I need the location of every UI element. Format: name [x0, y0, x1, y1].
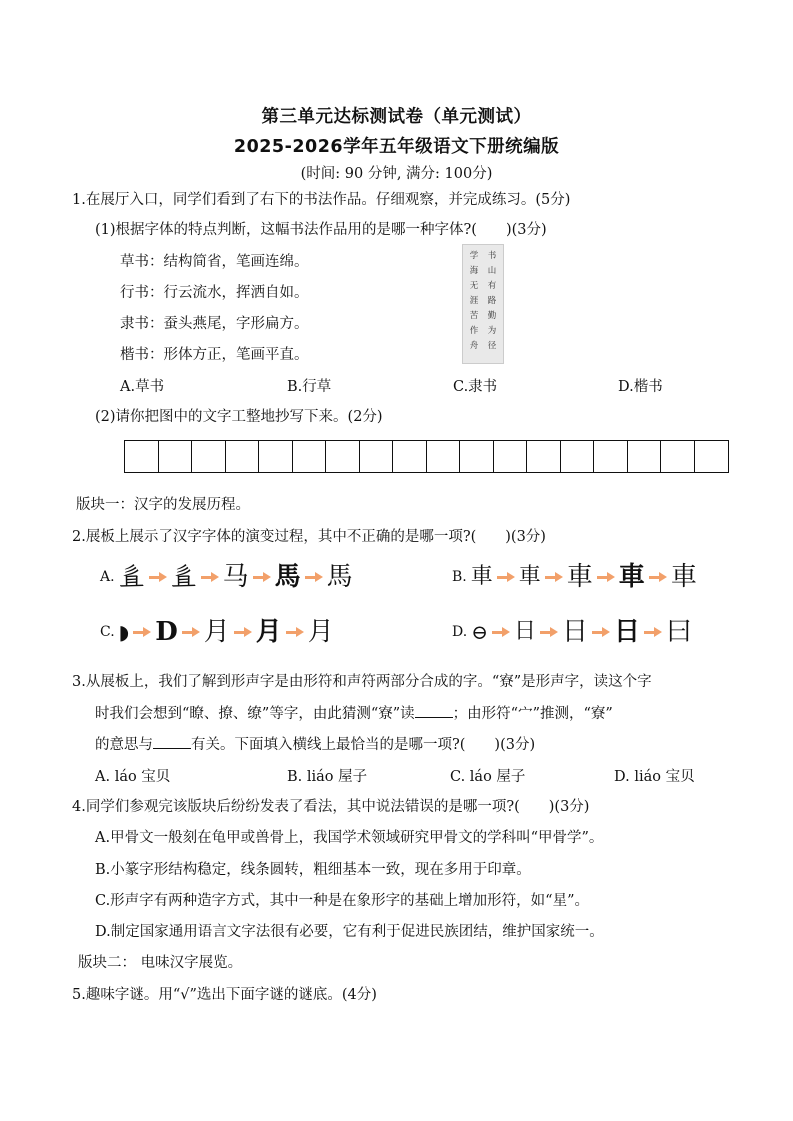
- q1-option-d[interactable]: D.楷书: [618, 379, 663, 395]
- arrow-icon: [133, 627, 151, 637]
- grid-cell[interactable]: [460, 441, 494, 472]
- glyph: 马: [222, 562, 249, 592]
- arrow-icon: [649, 572, 667, 582]
- grid-cell[interactable]: [360, 441, 394, 472]
- option-label: B.: [452, 569, 467, 585]
- grid-cell[interactable]: [594, 441, 628, 472]
- grid-cell[interactable]: [393, 441, 427, 472]
- style-line-1: 草书：结构简省，笔画连绵。: [120, 254, 309, 270]
- q3-option-c[interactable]: C. láo 屋子: [450, 769, 526, 785]
- answer-blank-1[interactable]: [415, 705, 453, 718]
- grid-cell[interactable]: [159, 441, 193, 472]
- glyph: 車: [618, 562, 645, 592]
- arrow-icon: [253, 572, 271, 582]
- q3-option-a[interactable]: A. láo 宝贝: [95, 769, 171, 785]
- q2-option-c[interactable]: [100, 617, 334, 647]
- glyph: ⊖: [471, 620, 488, 644]
- arrow-icon: [540, 627, 558, 637]
- option-label: C.: [100, 624, 115, 640]
- grid-cell[interactable]: [427, 441, 461, 472]
- calligraphy-image: [462, 244, 504, 364]
- glyph: 日: [561, 617, 588, 647]
- page-subtitle: 2025-2026学年五年级语文下册统编版: [233, 137, 560, 157]
- glyph: 月: [203, 617, 230, 647]
- option-label: D.: [452, 624, 468, 640]
- q1-part1: (1)根据字体的特点判断，这幅书法作品用的是哪一种字体?( )(3分): [95, 222, 547, 238]
- calligraphy-col-left: 学海无涯苦作舟: [469, 251, 479, 351]
- q3-line-2: [95, 702, 613, 723]
- section-1-heading: 版块一：汉字的发展历程。: [76, 497, 250, 513]
- style-line-3: 隶书：蚕头燕尾，字形扁方。: [120, 316, 309, 332]
- q2-option-d[interactable]: [452, 617, 692, 647]
- q2-option-b[interactable]: [452, 562, 697, 592]
- q3-line-1: 3.从展板上，我们了解到形声字是由形符和声符两部分合成的字。“寮”是形声字，读这个字: [72, 674, 652, 690]
- q2-stem: 2.展板上展示了汉字字体的演变过程，其中不正确的是哪一项?( )(3分): [72, 529, 546, 545]
- grid-cell[interactable]: [527, 441, 561, 472]
- q3-option-b[interactable]: B. liáo 屋子: [287, 769, 368, 785]
- arrow-icon: [286, 627, 304, 637]
- arrow-icon: [497, 572, 515, 582]
- glyph: 車: [470, 564, 493, 589]
- q1-part2: (2)请你把图中的文字工整地抄写下来。(2分): [95, 409, 383, 425]
- glyph: 月: [307, 617, 334, 647]
- q1-option-b[interactable]: B.行草: [287, 379, 332, 395]
- q4-stem: 4.同学们参观完该版块后纷纷发表了看法，其中说法错误的是哪一项?( )(3分): [72, 799, 590, 815]
- style-line-2: 行书：行云流水，挥洒自如。: [120, 285, 309, 301]
- arrow-icon: [597, 572, 615, 582]
- grid-cell[interactable]: [293, 441, 327, 472]
- glyph: 車: [518, 564, 541, 589]
- grid-cell[interactable]: [695, 441, 729, 472]
- glyph: 𢒉: [118, 562, 145, 592]
- grid-cell[interactable]: [259, 441, 293, 472]
- option-label: A.: [100, 569, 115, 585]
- style-line-4: 楷书：形体方正，笔画平直。: [120, 347, 309, 363]
- q4-option-b[interactable]: B.小篆字形结构稳定，线条圆转，粗细基本一致，现在多用于印章。: [95, 862, 531, 878]
- glyph: 馬: [326, 562, 353, 592]
- q2-option-a[interactable]: [100, 562, 353, 592]
- page-title: 第三单元达标测试卷（单元测试）: [261, 107, 532, 127]
- q1-stem: 1.在展厅入口，同学们看到了右下的书法作品。仔细观察，并完成练习。(5分): [72, 192, 571, 208]
- grid-cell[interactable]: [326, 441, 360, 472]
- grid-cell[interactable]: [125, 441, 159, 472]
- q3-line-3: [95, 733, 535, 754]
- q4-option-c[interactable]: C.形声字有两种造字方式，其中一种是在象形字的基础上增加形符，如“星”。: [95, 893, 590, 909]
- grid-cell[interactable]: [628, 441, 662, 472]
- q3-text: 有关。下面填入横线上最恰当的是哪一项?( )(3分): [191, 737, 536, 753]
- glyph: ◗: [118, 620, 130, 644]
- glyph: 車: [670, 562, 697, 592]
- glyph: 馬: [274, 562, 301, 592]
- q3-text: 的意思与: [95, 737, 153, 753]
- q4-option-d[interactable]: D.制定国家通用语言文字法很有必要，它有利于促进民族团结，维护国家统一。: [95, 924, 604, 940]
- arrow-icon: [545, 572, 563, 582]
- arrow-icon: [305, 572, 323, 582]
- q1-option-a[interactable]: A.草书: [120, 379, 165, 395]
- glyph: 日: [613, 617, 640, 647]
- section-2-heading: 版块二： 电味汉字展览。: [78, 955, 243, 971]
- glyph: 曰: [666, 617, 693, 647]
- arrow-icon: [182, 627, 200, 637]
- q4-option-a[interactable]: A.甲骨文一般刻在龟甲或兽骨上，我国学术领域研究甲骨文的学科叫“甲骨学”。: [95, 830, 604, 846]
- grid-cell[interactable]: [226, 441, 260, 472]
- grid-cell[interactable]: [494, 441, 528, 472]
- arrow-icon: [149, 572, 167, 582]
- exam-meta: (时间: 90 分钟, 满分: 100分): [300, 166, 493, 182]
- calligraphy-col-right: 书山有路勤为径: [487, 251, 497, 351]
- q3-text: 时我们会想到“瞭、撩、缭”等字，由此猜测“寮”读: [95, 706, 415, 722]
- q1-option-c[interactable]: C.隶书: [453, 379, 498, 395]
- arrow-icon: [492, 627, 510, 637]
- arrow-icon: [201, 572, 219, 582]
- arrow-icon: [234, 627, 252, 637]
- answer-grid[interactable]: [124, 440, 729, 473]
- grid-cell[interactable]: [661, 441, 695, 472]
- glyph: 月: [255, 617, 282, 647]
- answer-blank-2[interactable]: [153, 736, 191, 749]
- glyph: D: [155, 617, 178, 647]
- q5-stem: 5.趣味字谜。用“√”选出下面字谜的谜底。(4分): [72, 987, 377, 1003]
- q3-option-d[interactable]: D. liáo 宝贝: [614, 769, 695, 785]
- arrow-icon: [644, 627, 662, 637]
- q3-text: ；由形符“宀”推测，“寮”: [452, 706, 613, 722]
- grid-cell[interactable]: [561, 441, 595, 472]
- glyph: 𢒉: [170, 562, 197, 592]
- grid-cell[interactable]: [192, 441, 226, 472]
- glyph: 車: [566, 562, 593, 592]
- glyph: 日: [513, 619, 536, 644]
- arrow-icon: [592, 627, 610, 637]
